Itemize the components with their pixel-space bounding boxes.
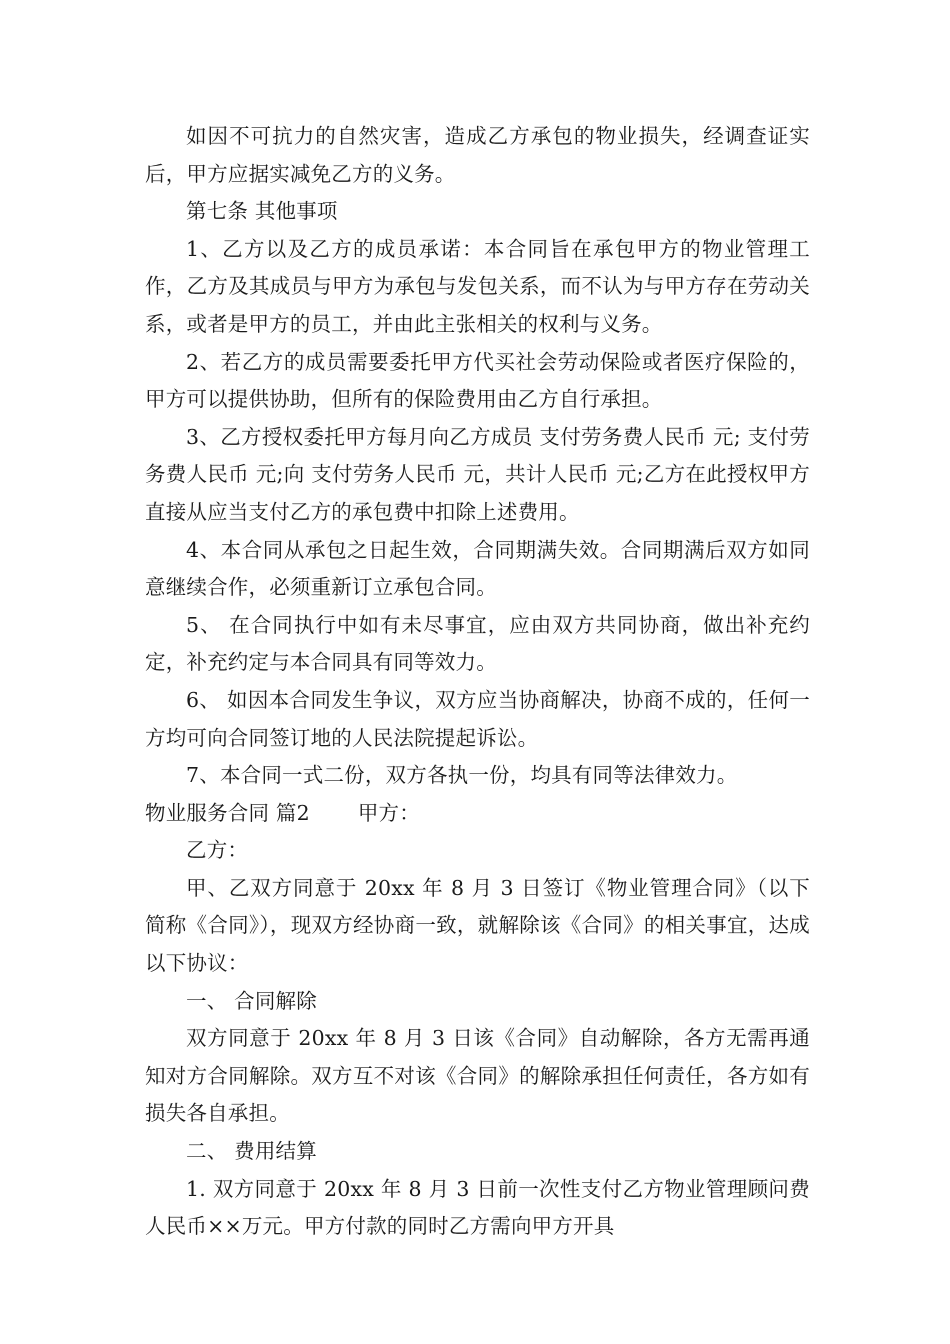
- party-a-label: 甲方：: [357, 800, 420, 825]
- termination-text: 双方同意于 20xx 年 8 月 3 日该《合同》自动解除，各方无需再通知对方合同解除。双方互不对该《合同》的解除承担任何责任，各方如有损失各自承担。: [145, 1026, 810, 1126]
- document-body: [145, 118, 810, 1246]
- article-seven-heading: 第七条 其他事项: [186, 199, 338, 224]
- paragraph-force-majeure: 如因不可抗力的自然灾害，造成乙方承包的物业损失，经调查证实后，甲方应据实减免乙方的义务。: [145, 124, 810, 186]
- clause-4: 4、本合同从承包之日起生效，合同期满失效。合同期满后双方如同意继续合作，必须重新订立承包合同。: [145, 537, 810, 600]
- section-2-title: 物业服务合同 篇2: [145, 800, 310, 825]
- clause-2: 2、若乙方的成员需要委托甲方代买社会劳动保险或者医疗保险的，甲方可以提供协助，但所有的保险费用由乙方自行承担。: [145, 349, 810, 412]
- clause-3: 3、乙方授权委托甲方每月向乙方成员 支付劳务费人民币 元; 支付劳务费人民币 元;向 支付劳务人民币 元，共计人民币 元;乙方在此授权甲方直接从应当支付乙方的承包费中扣除上述费用。: [145, 424, 810, 524]
- party-b-label: 乙方：: [186, 838, 249, 863]
- heading-settlement: 二、 费用结算: [186, 1139, 317, 1164]
- clause-1: 1、乙方以及乙方的成员承诺：本合同旨在承包甲方的物业管理工作，乙方及其成员与甲方为承包与发包关系，而不认为与甲方存在劳动关系，或者是甲方的员工，并由此主张相关的权利与义务。: [145, 236, 810, 336]
- agreement-intro: 甲、乙双方同意于 20xx 年 8 月 3 日签订《物业管理合同》（以下简称《合同》），现双方经协商一致，就解除该《合同》的相关事宜，达成以下协议：: [145, 875, 810, 976]
- heading-termination: 一、 合同解除: [186, 988, 317, 1013]
- clause-6: 6、 如因本合同发生争议，双方应当协商解决，协商不成的，任何一方均可向合同签订地的人民法院提起诉讼。: [145, 687, 810, 750]
- section-2-line: [145, 795, 810, 833]
- settlement-clause-1: 1. 双方同意于 20xx 年 8 月 3 日前一次性支付乙方物业管理顾问费人民币××万元。甲方付款的同时乙方需向甲方开具: [145, 1176, 810, 1239]
- clause-5: 5、 在合同执行中如有未尽事宜，应由双方共同协商，做出补充约定，补充约定与本合同具有同等效力。: [145, 612, 810, 675]
- clause-7: 7、本合同一式二份，双方各执一份，均具有同等法律效力。: [186, 763, 738, 788]
